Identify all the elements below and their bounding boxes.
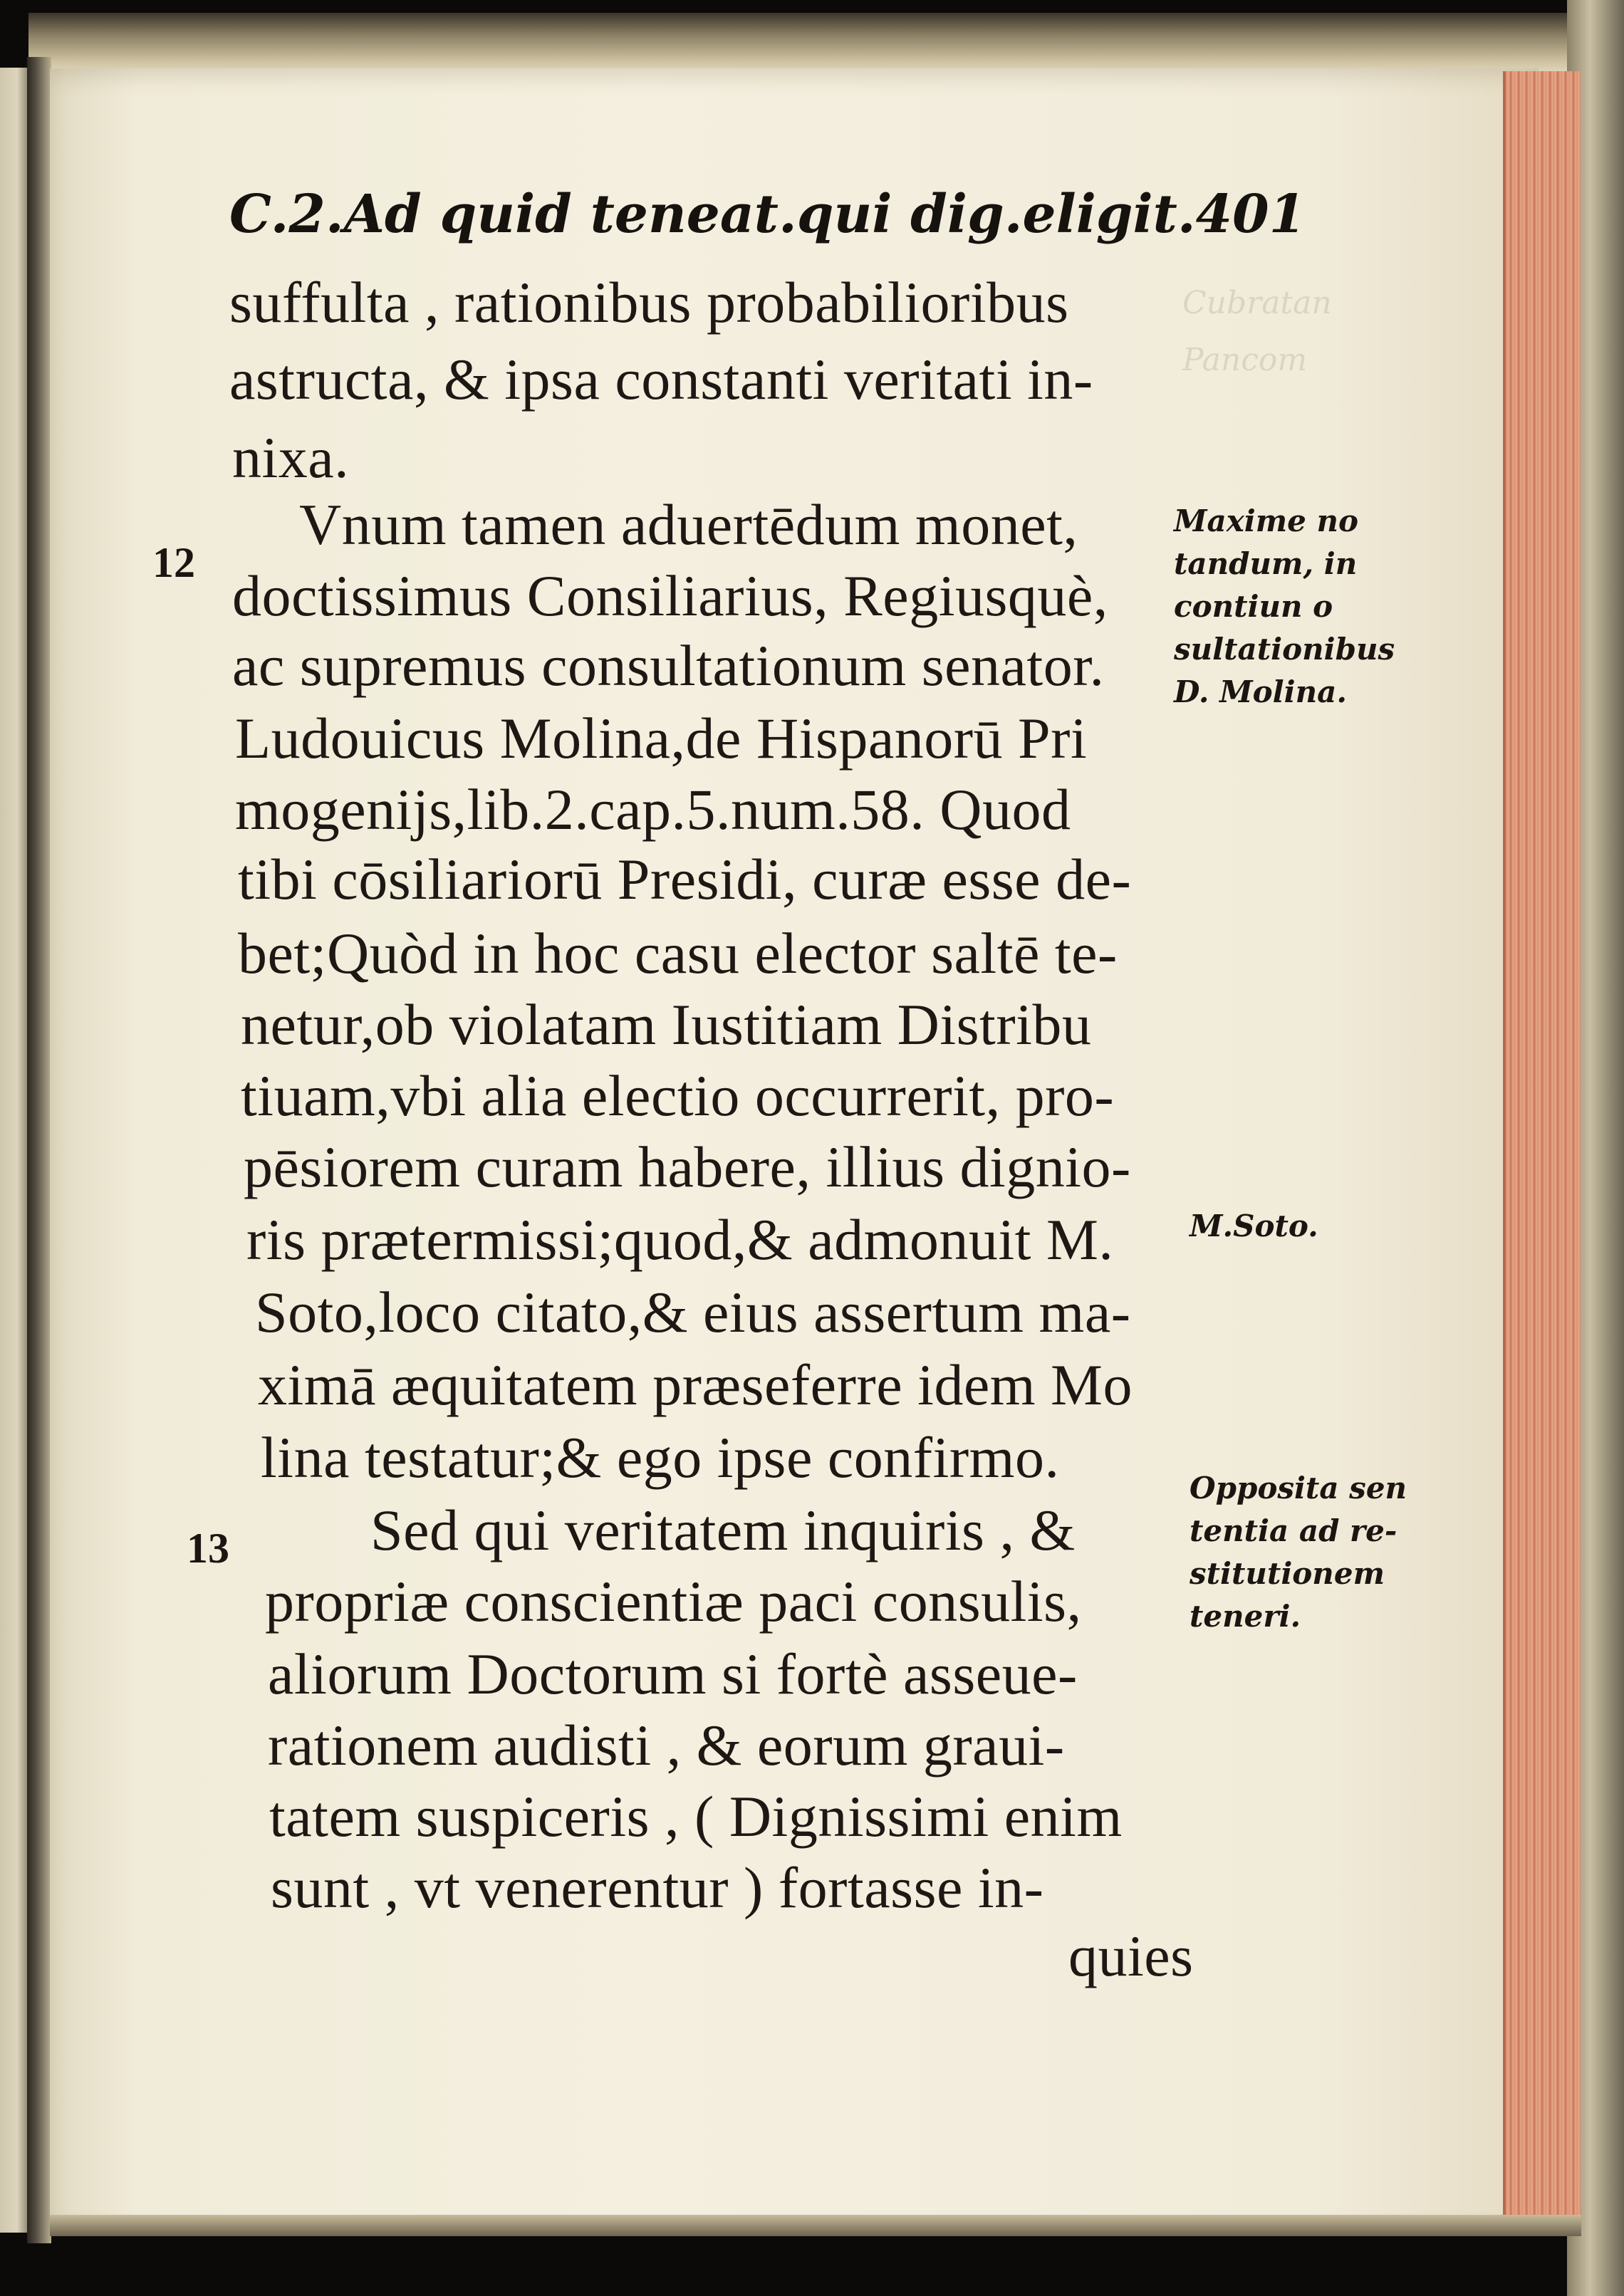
- running-header: [229, 184, 1306, 245]
- paragraph-number: 13: [187, 1525, 229, 1572]
- text-line: suffulta , rationibus probabilioribus: [229, 270, 1069, 335]
- margin-note-line: tandum, in: [1174, 546, 1358, 581]
- text-line: sunt , vt venerentur ) fortasse in-: [271, 1855, 1044, 1920]
- left-page-edge: [0, 68, 28, 2233]
- page-number: 401: [1195, 184, 1306, 245]
- text-line: lina testatur;& ego ipse confirmo.: [261, 1425, 1060, 1490]
- text-line: rationem audisti , & eorum graui-: [268, 1713, 1065, 1778]
- margin-note-line: sultationibus: [1174, 632, 1395, 667]
- margin-note-line: Opposita sen: [1190, 1471, 1407, 1506]
- text-line: tiuam,vbi alia electio occurrerit, pro-: [241, 1063, 1115, 1128]
- catchword: quies: [1068, 1924, 1194, 1988]
- paragraph-number: 12: [152, 539, 195, 586]
- margin-note: [1174, 500, 1395, 714]
- page-fore-edge: [1503, 71, 1581, 2222]
- text-line: nixa.: [232, 425, 350, 490]
- text-line: tibi cōsiliariorū Presidi, curæ esse de-: [238, 847, 1132, 912]
- text-line: ris prætermissi;quod,& admonuit M.: [246, 1207, 1114, 1272]
- margin-note-line: Maxime no: [1174, 503, 1359, 538]
- margin-note-line: tentia ad re-: [1190, 1513, 1397, 1548]
- margin-note-line: contiun o: [1174, 589, 1333, 624]
- running-title: C.2.Ad quid teneat.qui dig.eligit.: [229, 184, 1196, 245]
- text-line: ximā æquitatem præseferre idem Mo: [258, 1352, 1133, 1417]
- text-line: bet;Quòd in hoc casu elector saltē te-: [238, 921, 1118, 986]
- text-line: aliorum Doctorum si fortè asseue-: [268, 1642, 1078, 1706]
- book-bottom-edge: [50, 2215, 1581, 2236]
- show-through-text: Pancom: [1182, 342, 1308, 378]
- margin-note-line: stitutionem: [1190, 1556, 1385, 1591]
- text-line: propriæ conscientiæ paci consulis,: [265, 1569, 1082, 1634]
- margin-note-line: M.Soto.: [1190, 1209, 1318, 1243]
- margin-note: [1190, 1205, 1318, 1248]
- text-line: mogenijs,lib.2.cap.5.num.58. Quod: [235, 777, 1071, 842]
- text-line: pēsiorem curam habere, illius dignio-: [244, 1134, 1131, 1199]
- text-line: Soto,loco citato,& eius assertum ma-: [255, 1280, 1131, 1345]
- text-line: astructa, & ipsa constanti veritati in-: [229, 347, 1093, 412]
- text-line: Sed qui veritatem inquiris , &: [370, 1498, 1076, 1562]
- text-line: tatem suspiceris , ( Dignissimi enim: [269, 1784, 1123, 1849]
- text-line: ac supremus consultationum senator.: [232, 633, 1105, 698]
- book-gutter: [27, 57, 51, 2243]
- show-through-text: Cubratan: [1182, 285, 1332, 321]
- text-line: Vnum tamen aduertēdum monet,: [299, 492, 1078, 557]
- margin-note-line: D. Molina.: [1174, 674, 1347, 709]
- text-line: doctissimus Consiliarius, Regiusquè,: [232, 563, 1108, 628]
- margin-note-line: teneri.: [1190, 1599, 1301, 1634]
- text-line: Ludouicus Molina,de Hispanorū Pri: [235, 706, 1088, 771]
- text-line: netur,ob violatam Iustitiam Distribu: [241, 992, 1092, 1057]
- margin-note: [1190, 1467, 1407, 1638]
